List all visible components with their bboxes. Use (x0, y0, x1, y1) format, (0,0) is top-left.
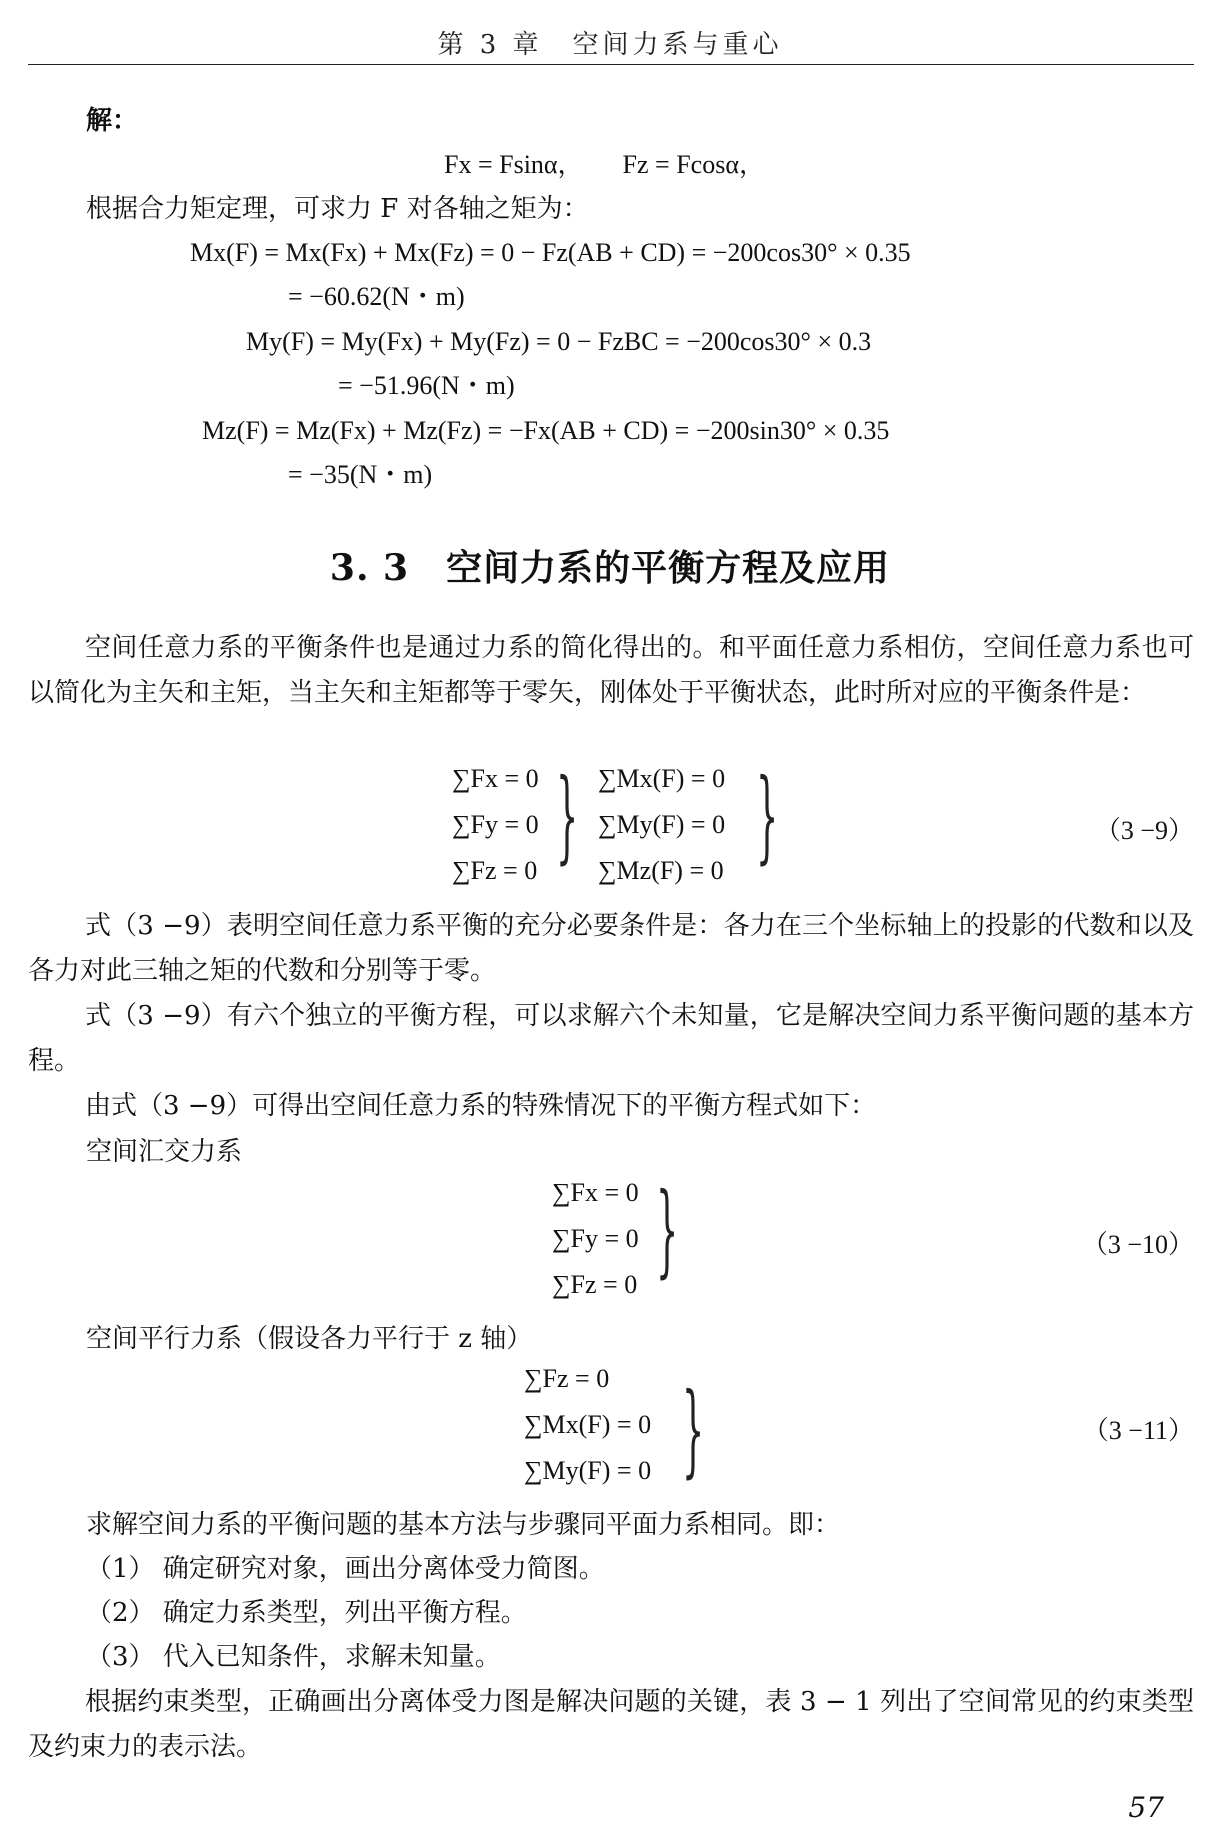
paragraph-5: 求解空间力系的平衡问题的基本方法与步骤同平面力系相同。即： (86, 1510, 841, 1540)
brace-icon: } (556, 757, 579, 874)
eq39-left-row: ∑Fx = 0 (452, 764, 539, 793)
equation-mz: Mz(F) = Mz(Fx) + Mz(Fz) = −Fx(AB + CD) = −200sin30° × 0.35 (202, 416, 890, 445)
equation-mz-result: = −35(N・m) (288, 460, 433, 489)
eq311-row: ∑My(F) = 0 (524, 1456, 652, 1485)
paragraph-6: 根据约束类型，正确画出分离体受力图是解决问题的关键，表 3 − 1 列出了空间常见的约束类型及约束力的表示法。 (28, 1687, 1194, 1762)
solution-label: 解： (86, 106, 139, 136)
paragraph-2: 式（3 −9）表明空间任意力系平衡的充分必要条件是：各力在三个坐标轴上的投影的代数和以及各力对此三轴之矩的代数和分别等于零。 (28, 911, 1194, 986)
eq310-row: ∑Fy = 0 (552, 1224, 639, 1253)
equation-number-3-9: （3 −9） (1094, 816, 1194, 845)
step-item: （3） 代入已知条件，求解未知量。 (86, 1642, 501, 1672)
eq310-row: ∑Fx = 0 (552, 1178, 639, 1207)
section-title: 3. 3 空间力系的平衡方程及应用 (329, 547, 891, 589)
step-item: （2） 确定力系类型，列出平衡方程。 (86, 1598, 527, 1628)
eq39-left-row: ∑Fz = 0 (452, 856, 538, 885)
eq310-row: ∑Fz = 0 (552, 1270, 638, 1299)
equation-my: My(F) = My(Fx) + My(Fz) = 0 − FzBC = −200cos30° × 0.3 (246, 327, 872, 356)
paragraph-4: 由式（3 −9）可得出空间任意力系的特殊情况下的平衡方程式如下： (85, 1091, 877, 1121)
running-header: 第 3 章 空间力系与重心 (437, 30, 783, 60)
brace-icon: } (682, 1371, 705, 1488)
eq39-right-row: ∑Mz(F) = 0 (598, 856, 724, 885)
brace-icon: } (656, 1171, 679, 1288)
parallel-system-label: 空间平行力系（假设各力平行于 z 轴） (86, 1324, 533, 1354)
eq39-left-row: ∑Fy = 0 (452, 810, 539, 839)
paragraph-3: 式（3 −9）有六个独立的平衡方程，可以求解六个未知量，它是解决空间力系平衡问题的基本方程。 (28, 1001, 1194, 1076)
page-number: 57 (1128, 1791, 1164, 1824)
equation-my-result: = −51.96(N・m) (338, 371, 515, 400)
header-rule (28, 64, 1194, 65)
solution-intro: 根据合力矩定理，可求力 F 对各轴之矩为： (86, 194, 589, 224)
eq39-right-row: ∑Mx(F) = 0 (598, 764, 726, 793)
equation-mx: Mx(F) = Mx(Fx) + Mx(Fz) = 0 − Fz(AB + CD) = −200cos30° × 0.35 (190, 238, 911, 267)
eq311-row: ∑Fz = 0 (524, 1364, 610, 1393)
brace-icon: } (756, 757, 779, 874)
eq39-right-row: ∑My(F) = 0 (598, 810, 726, 839)
step-item: （1） 确定研究对象，画出分离体受力简图。 (86, 1554, 605, 1584)
equation-number-3-10: （3 −10） (1081, 1230, 1194, 1259)
concurrent-system-label: 空间汇交力系 (86, 1137, 243, 1167)
paragraph-1: 空间任意力系的平衡条件也是通过力系的简化得出的。和平面任意力系相仿，空间任意力系也可以简化为主矢和主矩，当主矢和主矩都等于零矢，刚体处于平衡状态，此时所对应的平衡条件是： (28, 633, 1194, 708)
equation-mx-result: = −60.62(N・m) (288, 282, 465, 311)
equation-fx-fz: Fx = Fsinα， Fz = Fcosα， (444, 150, 765, 179)
equation-number-3-11: （3 −11） (1082, 1416, 1194, 1445)
eq311-row: ∑Mx(F) = 0 (524, 1410, 652, 1439)
